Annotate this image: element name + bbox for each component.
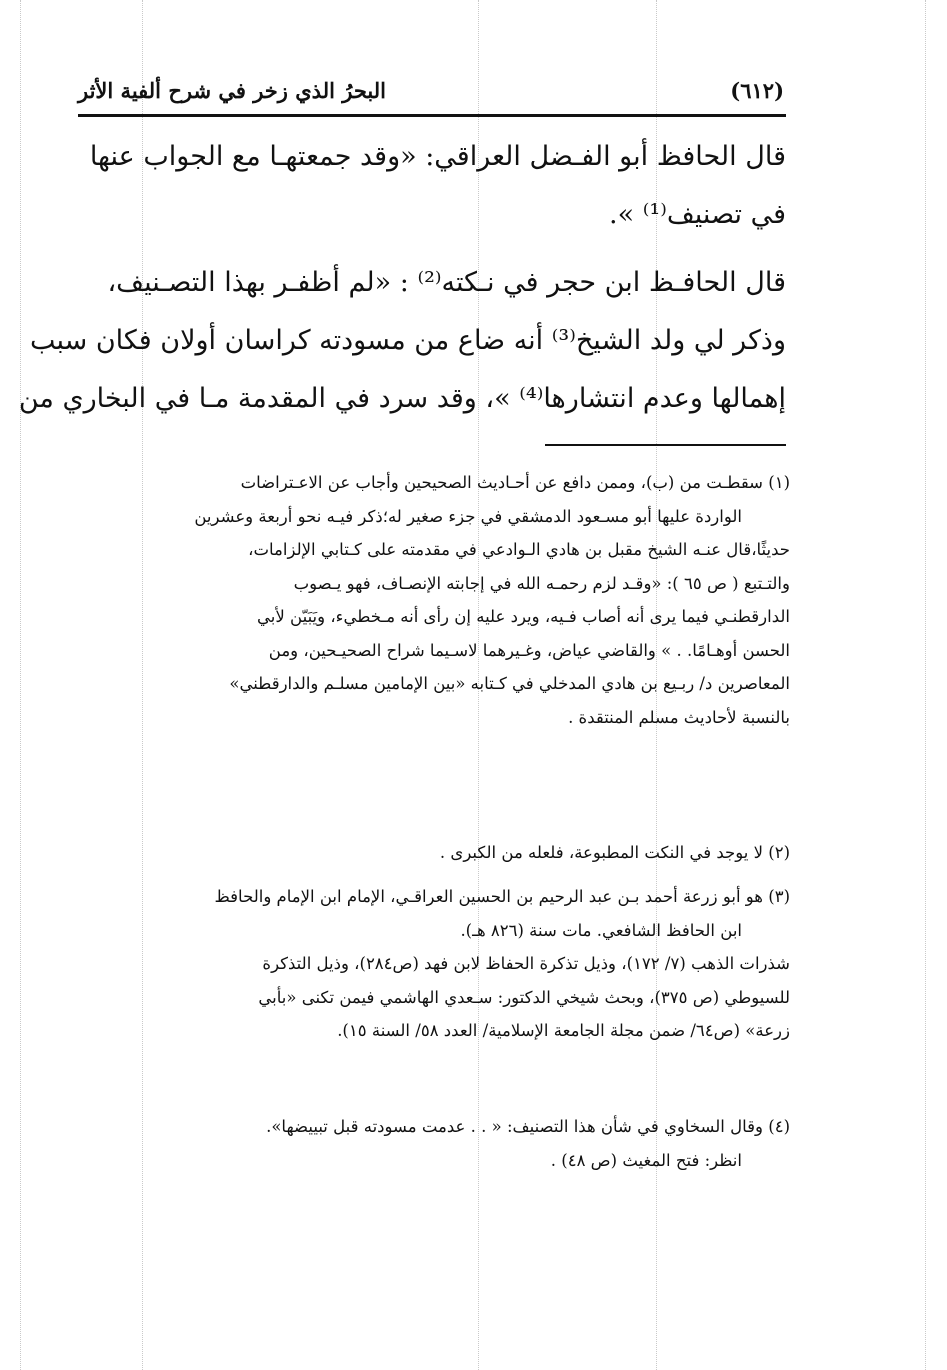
footnote-line: ابن الحافظ الشافعي. مات سنة (٨٢٦ هـ). bbox=[460, 920, 742, 940]
footnote-line: شذرات الذهب (٧/ ١٧٢)، وذيل تذكرة الحفاظ لابن فهد (ص٢٨٤)، وذيل التذكرة bbox=[262, 954, 790, 973]
text-line: في تصنيف⁽¹⁾ ». bbox=[609, 199, 786, 230]
footnote-line: الدارقطنـي فيما يرى أنه أصاب فـيه، ويرد عليه إن رأى أنه مـخطيء، ويَبَيّن لأبي bbox=[257, 607, 790, 626]
page-number: (٦١٢) bbox=[730, 78, 784, 103]
paragraph bbox=[18, 254, 786, 428]
footnote-separator bbox=[545, 444, 786, 446]
footnote-line: (١) سقطـت من (ب)، وممن دافع عن أحـاديث الصحيحين وأجاب عن الاعـتراضات bbox=[240, 473, 790, 492]
footnote-line: انظر: فتح المغيث (ص ٤٨) . bbox=[550, 1150, 742, 1170]
footnote-line: زرعة» (ص٦٤/ ضمن مجلة الجامعة الإسلامية/ العدد ٥٨/ السنة ١٥). bbox=[337, 1021, 790, 1040]
footnote-line: حديثًا،قال عنـه الشيخ مقبل بن هادي الـوادعي في مقدمته على كـتابي الإلزامات، bbox=[248, 540, 790, 559]
footnote-line: المعاصرين د/ ربـيع بن هادي المدخلي في كـتابه «بين الإمامين مسلـم والدارقطني» bbox=[229, 674, 790, 693]
paragraph bbox=[78, 128, 786, 244]
text-line: وذكر لي ولد الشيخ⁽³⁾ أنه ضاع من مسودته كراسان أولان فكان سبب bbox=[29, 325, 786, 356]
footnote-line: (٤) وقال السخاوي في شأن هذا التصنيف: « . . عدمت مسودته قبل تبييضها». bbox=[266, 1117, 790, 1136]
book-title: البحرُ الذي زخر في شرح ألفية الأثر bbox=[78, 78, 386, 103]
footnote-4 bbox=[78, 1110, 790, 1177]
footnote-line: (٢) لا يوجد في النكت المطبوعة، فلعله من الكبرى . bbox=[439, 843, 790, 862]
footnote-1 bbox=[78, 466, 790, 734]
text-line: قال الحافـظ ابن حجر في نـكته⁽²⁾ : «لم أظفـر بهذا التصـنيف، bbox=[107, 267, 786, 298]
text-line: قال الحافظ أبو الفـضل العراقي: «وقد جمعتهـا مع الجواب عنها bbox=[89, 141, 786, 172]
footnote-line: (٣) هو أبو زرعة أحمد بـن عبد الرحيم بن الحسين العراقـي، الإمام ابن الإمام والحافظ bbox=[214, 887, 790, 906]
footnote-line: والتـتبع ( ص ٦٥ ): «وقـد لزم رحمـه الله في إجابته الإنصـاف، فهو يـصوب bbox=[293, 573, 790, 593]
running-header bbox=[78, 74, 786, 117]
footnote-line: الحسن أوهـامًا. . » والقاضي عياض، وغـيرهما لاسـيما شراح الصحيـحين، ومن bbox=[268, 640, 790, 660]
footnote-line: الواردة عليها أبو مسـعود الدمشقي في جزء صغير له؛ذكر فيـه نحو أربعة وعشرين bbox=[194, 506, 742, 526]
footnote-line: للسيوطي (ص ٣٧٥)، وبحث شيخي الدكتور: سـعدي الهاشمي فيمن تكنى «بأبي bbox=[258, 987, 790, 1007]
footnote-3 bbox=[78, 880, 790, 1048]
footnote-line: بالنسبة لأحاديث مسلم المنتقدة . bbox=[568, 707, 790, 727]
footnote-2 bbox=[78, 836, 790, 870]
scan-dotted-line bbox=[20, 0, 21, 1370]
text-line: إهمالها وعدم انتشارها⁽⁴⁾ »، وقد سرد في المقدمة مـا في البخاري من bbox=[18, 383, 786, 414]
scan-dotted-line bbox=[925, 0, 926, 1370]
